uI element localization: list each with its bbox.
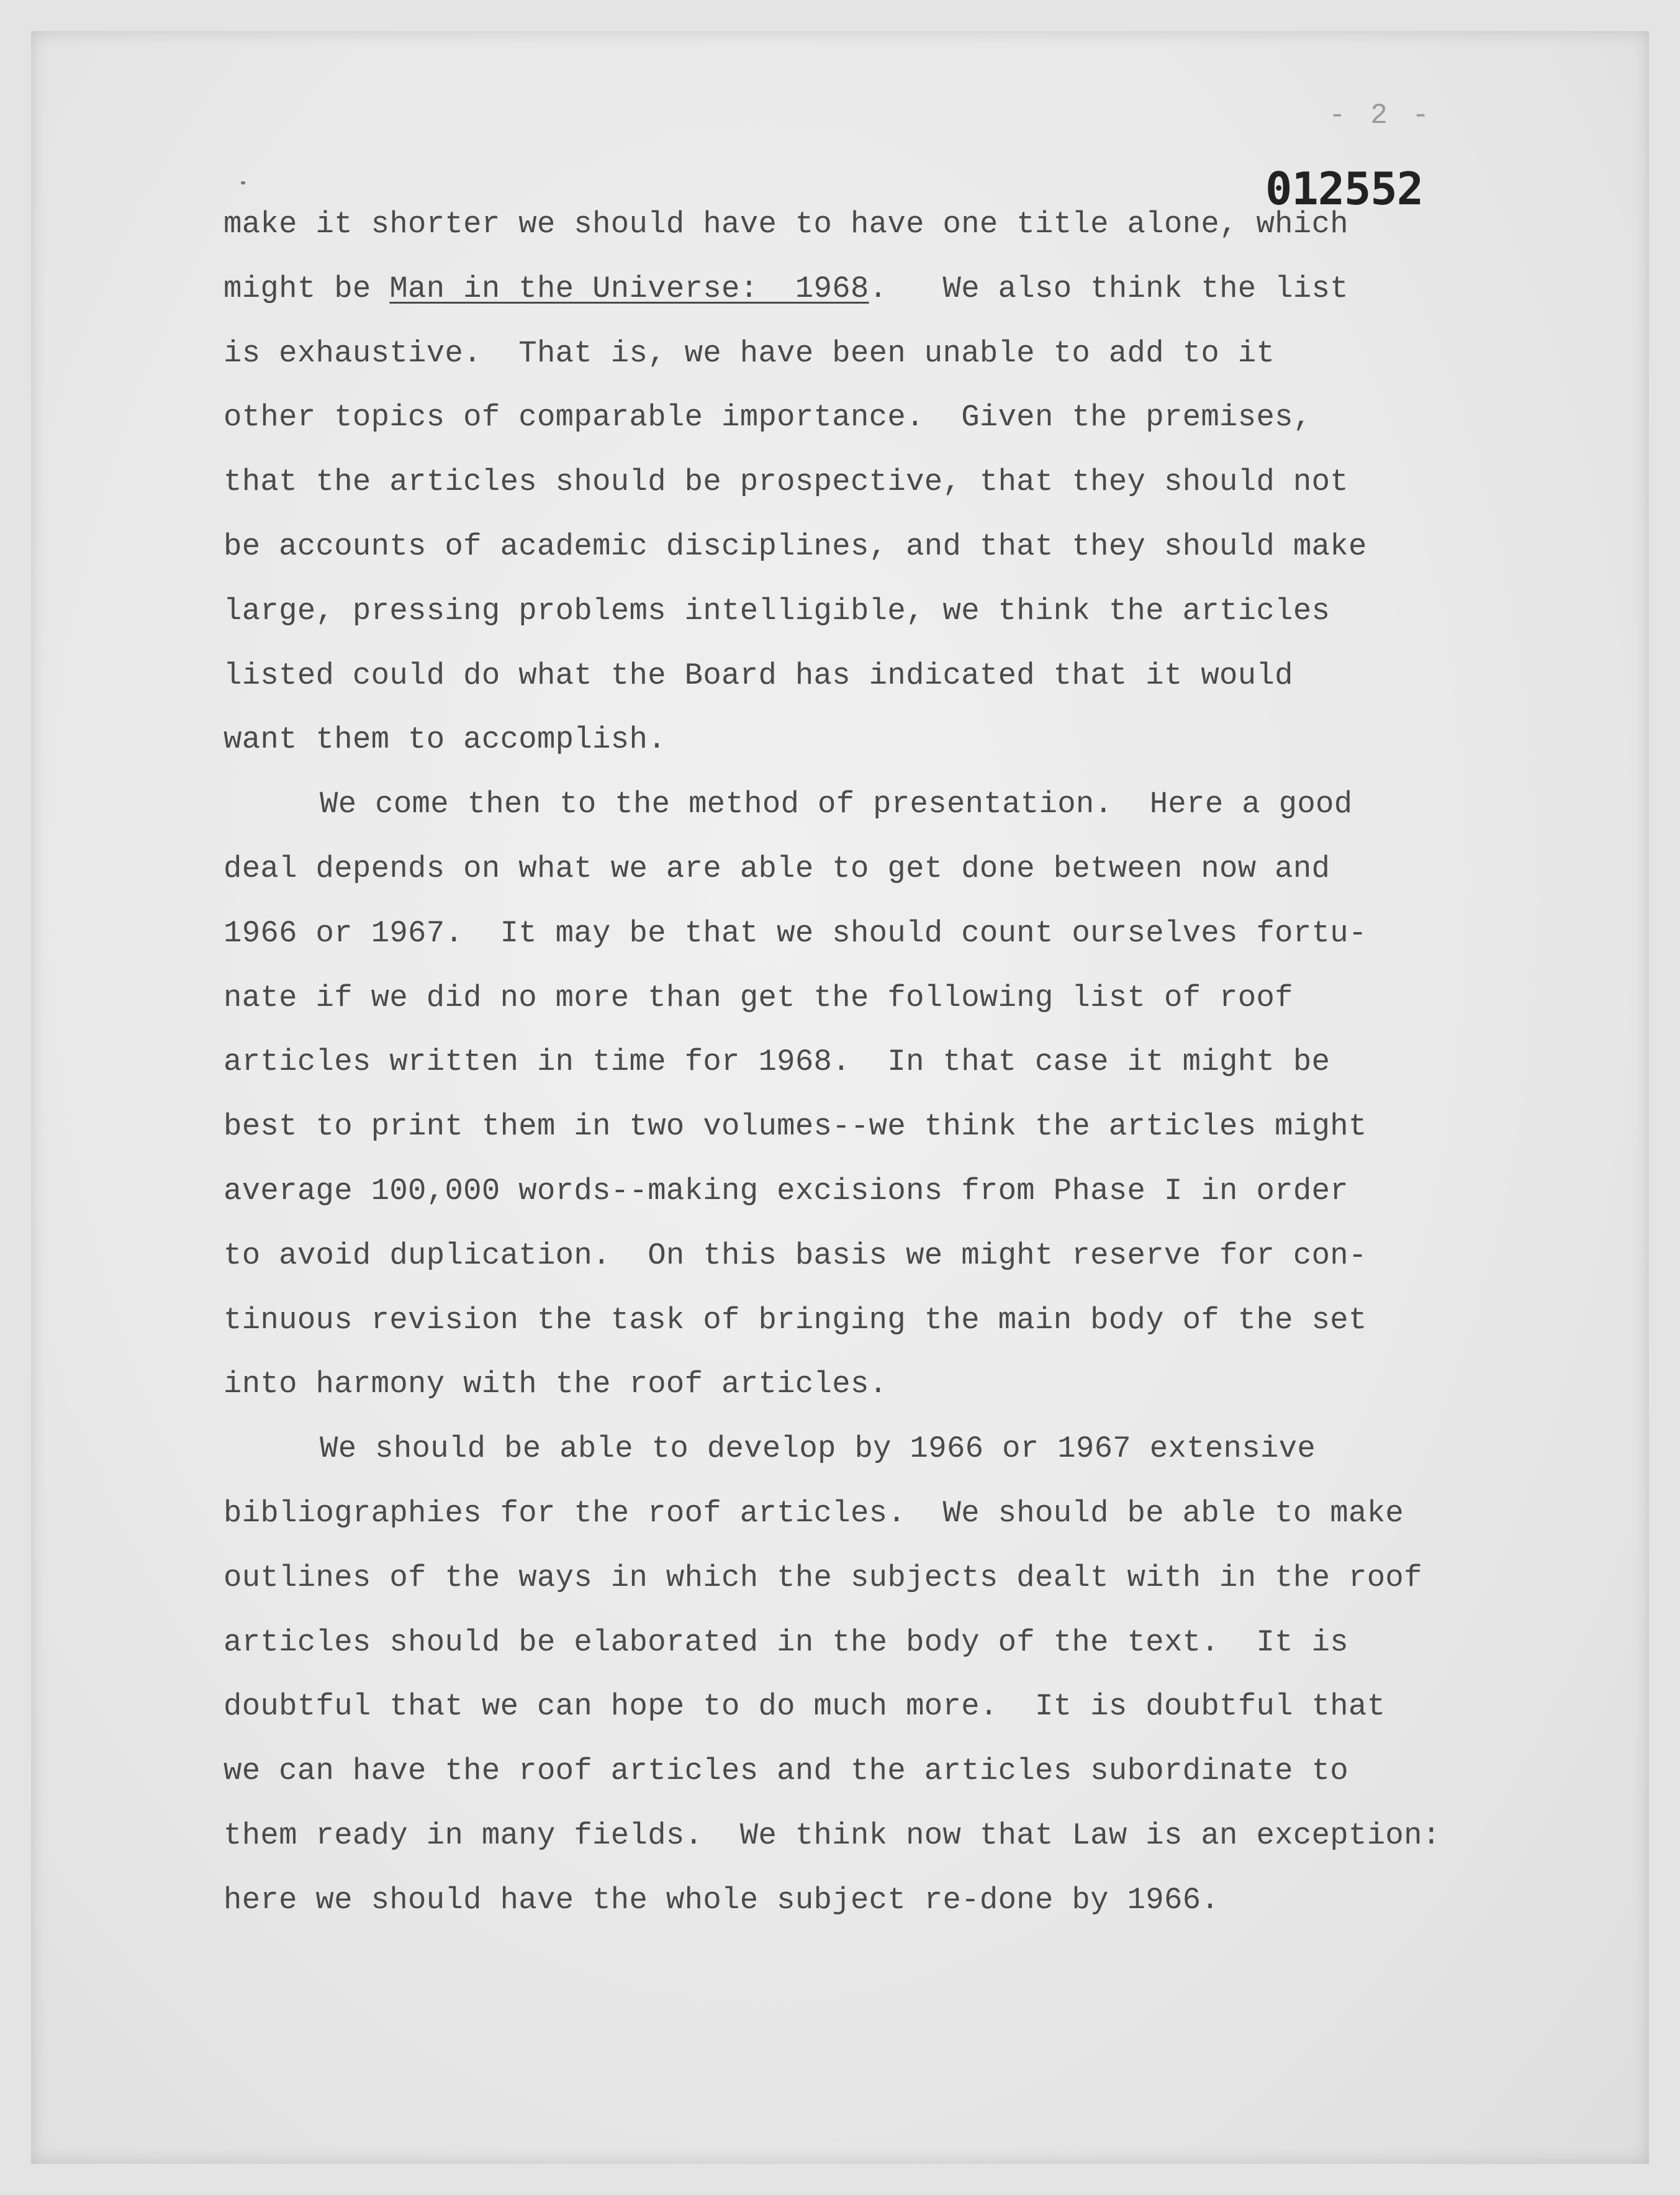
text-line: be accounts of academic disciplines, and that they should make — [224, 528, 1367, 564]
text-line: to avoid duplication. On this basis we might reserve for con- — [224, 1238, 1367, 1273]
text-line: large, pressing problems intelligible, we think the articles — [224, 593, 1330, 628]
text-line: bibliographies for the roof articles. We should be able to make — [224, 1495, 1404, 1531]
text-line: make it shorter we should have to have one title alone, which — [224, 207, 1348, 242]
underlined-title: Man in the Universe: 1968 — [389, 271, 869, 306]
text-line: them ready in many fields. We think now that Law is an exception: — [224, 1817, 1441, 1853]
text-line: that the articles should be prospective, that they should not — [224, 464, 1348, 500]
stray-ink-mark — [241, 181, 245, 184]
text-line: we can have the roof articles and the articles subordinate to — [224, 1754, 1348, 1789]
text-line: We should be able to develop by 1966 or 1967 extensive — [320, 1431, 1316, 1467]
text-line: outlines of the ways in which the subjects dealt with in the roof — [224, 1560, 1422, 1595]
paragraph-1 — [224, 192, 1521, 772]
text-fragment: . We also think the list — [869, 271, 1348, 306]
text-line: deal depends on what we are able to get done between now and — [224, 851, 1330, 886]
text-line: articles written in time for 1968. In that case it might be — [224, 1044, 1330, 1080]
text-line: articles should be elaborated in the body of the text. It is — [224, 1624, 1348, 1660]
text-line: 1966 or 1967. It may be that we should count ourselves fortu- — [224, 915, 1367, 951]
page-number: - 2 - — [1329, 99, 1434, 132]
paragraph-2 — [224, 772, 1521, 1417]
text-line: here we should have the whole subject re-done by 1966. — [224, 1882, 1220, 1917]
text-fragment: might be — [224, 271, 390, 306]
document-id-stamp: 012552 — [1265, 163, 1424, 215]
text-line: average 100,000 words--making excisions from Phase I in order — [224, 1173, 1348, 1208]
body-text — [224, 192, 1521, 1933]
text-line: best to print them in two volumes--we think the articles might — [224, 1109, 1367, 1144]
text-line: into harmony with the roof articles. — [224, 1367, 888, 1402]
text-line: doubtful that we can hope to do much more. It is doubtful that — [224, 1689, 1386, 1724]
text-line: nate if we did no more than get the following list of roof — [224, 980, 1293, 1015]
text-line: We come then to the method of presentation. Here a good — [320, 787, 1353, 822]
text-line: listed could do what the Board has indicated that it would — [224, 658, 1293, 693]
paragraph-3 — [224, 1417, 1521, 1932]
text-line: want them to accomplish. — [224, 722, 666, 758]
text-line: is exhaustive. That is, we have been unable to add to it — [224, 335, 1275, 371]
text-line — [224, 257, 1521, 322]
text-line: other topics of comparable importance. Given the premises, — [224, 400, 1312, 435]
text-line: tinuous revision the task of bringing the main body of the set — [224, 1302, 1367, 1337]
